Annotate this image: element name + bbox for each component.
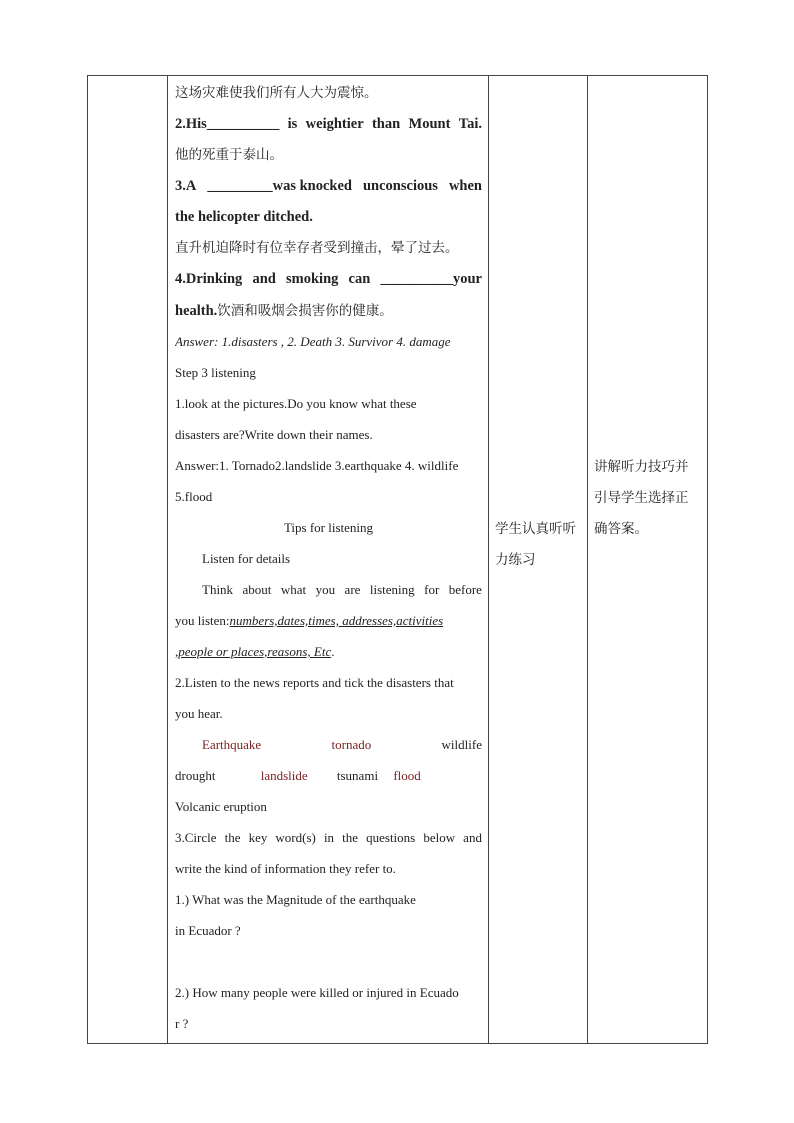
exercise-word: is [287,116,298,132]
tips-word: before [448,582,482,597]
instruction-word: in [323,830,335,845]
question-2: 2.) How many people were killed or injured in Ecuado [175,985,459,1000]
disaster-word: tornado [331,737,372,752]
tips-word: you listen: [175,613,230,628]
disaster-word: landslide [260,768,308,783]
sentence-translation: 直升机迫降时有位幸存者受到撞击，晕了过去。 [175,240,459,256]
instruction-text [175,822,482,853]
exercise-word: health. [175,303,218,319]
instruction-word: the [224,830,241,845]
student-activity-text: 学生认真听听 [495,521,576,537]
tips-text [175,574,482,605]
sentence-translation: 他的死重于泰山。 [175,147,283,163]
instruction-text: you hear. [175,706,223,721]
teacher-activity-cell [588,76,708,1044]
instruction-text: write the kind of information they refer to. [175,861,396,876]
blank-line [175,946,482,977]
teaching-content-cell [168,76,489,1044]
exercise-word: 4.Drinking [175,271,243,287]
exercise-3-continued: the helicopter ditched. [175,209,313,225]
exercise-word: can [348,271,371,287]
tips-text [175,636,482,667]
sentence-translation: 这场灾难使我们所有人大为震惊。 [175,85,378,101]
tips-word: . [331,644,335,659]
lesson-plan-table [87,75,708,1044]
instruction-word: key [248,830,268,845]
empty-cell [88,76,168,1044]
disaster-word-row [175,760,482,791]
tips-list: numbers,dates,times, addresses,activities [229,613,444,628]
disaster-word: wildlife [441,737,482,752]
answer-key: 5.flood [175,489,213,504]
exercise-text: 2.His [175,116,207,132]
instruction-text: 2.Listen to the news reports and tick the disasters that [175,675,454,690]
tips-subtitle: Listen for details [202,551,291,566]
exercise-word: weightier [305,116,364,132]
exercise-word: than [371,116,401,132]
exercise-word: 3.A [175,178,197,194]
disaster-word: drought [175,768,216,783]
disaster-word: Earthquake [202,737,262,752]
exercise-word: and [252,271,276,287]
answer-blank: __________ [206,116,280,132]
tips-title: Tips for listening [283,520,374,535]
exercise-4 [175,264,482,295]
question-2-continued: r ? [175,1016,189,1031]
disaster-word: flood [393,768,421,783]
tips-word: what [280,582,307,597]
exercise-3 [175,171,482,202]
tips-word: are [344,582,361,597]
tips-word: you [315,582,336,597]
teacher-activity-text: 引导学生选择正 [594,490,689,506]
instruction-word: questions [366,830,416,845]
tips-word: listening [369,582,415,597]
table-row [88,76,708,1044]
exercise-word: Tai. [458,116,482,132]
exercise-4-continued [175,295,482,326]
tips-list: ,people or places,reasons, Etc [175,644,332,659]
exercise-word: unconscious [362,178,438,194]
answer-key: Answer:1. Tornado2.landslide 3.earthquake 4. wildlife [175,458,459,473]
answer-blank: _________was knocked [207,178,352,194]
tips-text [175,605,482,636]
answer-blank: __________your [380,271,482,287]
instruction-word: below [423,830,456,845]
question-1-continued: in Ecuador ? [175,923,241,938]
tips-word: Think [202,582,234,597]
instruction-text: disasters are?Write down their names. [175,427,373,442]
exercise-word: smoking [286,271,339,287]
sentence-translation: 饮酒和吸烟会损害你的健康。 [217,303,393,319]
answer-key: Answer: 1.disasters , 2. Death 3. Survivor 4. damage [175,334,451,349]
instruction-word: the [342,830,359,845]
teacher-activity-text: 讲解听力技巧并 [594,459,689,475]
instruction-word: and [463,830,482,845]
student-activity-cell [489,76,588,1044]
teacher-activity-text: 确答案。 [594,521,648,537]
student-activity-text: 力练习 [495,552,536,568]
instruction-text: 1.look at the pictures.Do you know what these [175,396,417,411]
disaster-word-row [175,729,482,760]
exercise-word: Mount [408,116,451,132]
exercise-2 [175,109,482,140]
tips-word: about [242,582,272,597]
question-1: 1.) What was the Magnitude of the earthquake [175,892,416,907]
tips-word: for [424,582,440,597]
step-heading: Step 3 listening [175,365,256,380]
disaster-word: Volcanic eruption [175,799,267,814]
disaster-word: tsunami [336,768,379,783]
instruction-word: 3.Circle [175,830,217,845]
instruction-word: word(s) [275,830,316,845]
exercise-word: when [448,178,482,194]
